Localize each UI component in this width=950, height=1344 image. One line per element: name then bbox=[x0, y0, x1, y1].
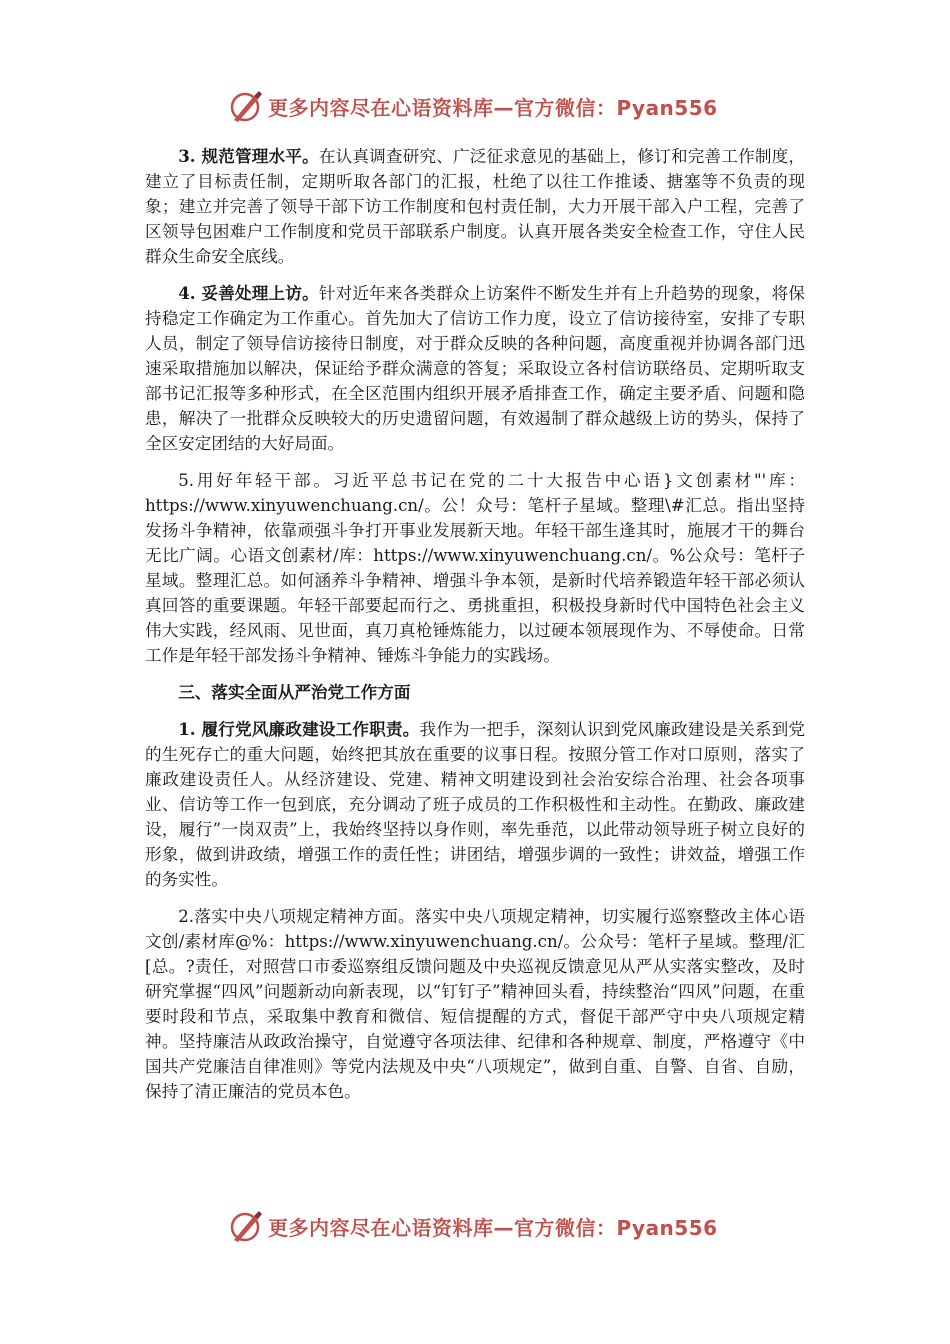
paragraph-text: 在认真调查研究、广泛征求意见的基础上，修订和完善工作制度，建立了目标责任制，定期听取各部门的汇报，杜绝了以往工作推诿、搪塞等不负责的现象；建立并完善了领导干部下访工作制度和包村责任制，大力开展干部入户工程，完善了区领导包困难户工作制度和党员干部联系户制度。认真开展各类安全检查工作，守住人民群众生命安全底线。 bbox=[145, 147, 805, 266]
watermark-text: 更多内容尽在心语资料库—官方微信：Pyan556 bbox=[268, 95, 718, 120]
paragraph-lead: 4. 妥善处理上访。 bbox=[178, 283, 319, 303]
paragraph-text: 2.落实中央八项规定精神方面。落实中央八项规定精神，切实履行巡察整改主体心语文创/素材库@%：https://www.xinyuwenchuang.cn/。公众号：笔杆子星域。整理/汇[总。?责任，对照营口市委巡察组反馈问题及中央巡视反馈意见从严从实落实整改，及时研究掌握“四风”问题新动向新表现，以“钉钉子”精神回头看，持续整治“四风”问题，在重要时段和节点，采取集中教育和微信、短信提醒的方式，督促干部严守中央八项规定精神。坚持廉洁从政政治操守，自觉遵守各项法律、纪律和各种规章、制度，严格遵守《中国共产党廉洁自律准则》等党内法规及中央“八项规定”，做到自重、自警、自省、自励，保持了清正廉洁的党员本色。 bbox=[145, 907, 805, 1101]
footer-watermark bbox=[228, 1206, 718, 1246]
pen-logo-icon bbox=[228, 88, 264, 124]
paragraph-3 bbox=[145, 144, 805, 269]
paragraph-5 bbox=[145, 468, 805, 668]
header-watermark bbox=[228, 86, 718, 126]
paragraph-4 bbox=[145, 281, 805, 456]
document-body bbox=[145, 144, 805, 1116]
paragraph-section3-2 bbox=[145, 904, 805, 1104]
paragraph-lead: 1. 履行党风廉政建设工作职责。 bbox=[178, 719, 420, 739]
paragraph-text: 我作为一把手，深刻认识到党风廉政建设是关系到党的生死存亡的重大问题，始终把其放在重要的议事日程。按照分管工作对口原则，落实了廉政建设责任人。从经济建设、党建、精神文明建设到社会治安综合治理、社会各项事业、信访等工作一包到底，充分调动了班子成员的工作积极性和主动性。在勤政、廉政建设，履行”一岗双责”上，我始终坚持以身作则，率先垂范，以此带动领导班子树立良好的形象，做到讲政绩，增强工作的责任性；讲团结，增强步调的一致性；讲效益，增强工作的务实性。 bbox=[145, 720, 805, 889]
paragraph-section3-1 bbox=[145, 717, 805, 892]
paragraph-text: 针对近年来各类群众上访案件不断发生并有上升趋势的现象，将保持稳定工作确定为工作重心。首先加大了信访工作力度，设立了信访接待室，安排了专职人员，制定了领导信访接待日制度，对于群众反映的各种问题，高度重视并协调各部门迅速采取措施加以解决，保证给予群众满意的答复；采取设立各村信访联络员、定期听取支部书记汇报等多种形式，在全区范围内组织开展矛盾排查工作，确定主要矛盾、问题和隐患，解决了一批群众反映较大的历史遗留问题，有效遏制了群众越级上访的势头，保持了全区安定团结的大好局面。 bbox=[145, 284, 805, 453]
pen-logo-icon bbox=[228, 1208, 264, 1244]
paragraph-lead: 3. 规范管理水平。 bbox=[178, 146, 319, 166]
section-heading: 三、落实全面从严治党工作方面 bbox=[178, 682, 411, 702]
watermark-text: 更多内容尽在心语资料库—官方微信：Pyan556 bbox=[268, 1215, 718, 1240]
paragraph-text: 5.用好年轻干部。习近平总书记在党的二十大报告中心语}文创素材"'库：https://www.xinyuwenchuang.cn/。公！众号：笔杆子星域。整理\#汇总。指出坚持发扬斗争精神，依靠顽强斗争打开事业发展新天地。年轻干部生逢其时，施展才干的舞台无比广阔。心语文创素材/库：https://www.xinyuwenchuang.cn/。%公众号：笔杆子星域。整理汇总。如何涵养斗争精神、增强斗争本领，是新时代培养锻造年轻干部必须认真回答的重要课题。年轻干部要起而行之、勇挑重担，积极投身新时代中国特色社会主义伟大实践，经风雨、见世面，真刀真枪锤炼能力，以过硬本领展现作为、不辱使命。日常工作是年轻干部发扬斗争精神、锤炼斗争能力的实践场。 bbox=[145, 471, 805, 665]
